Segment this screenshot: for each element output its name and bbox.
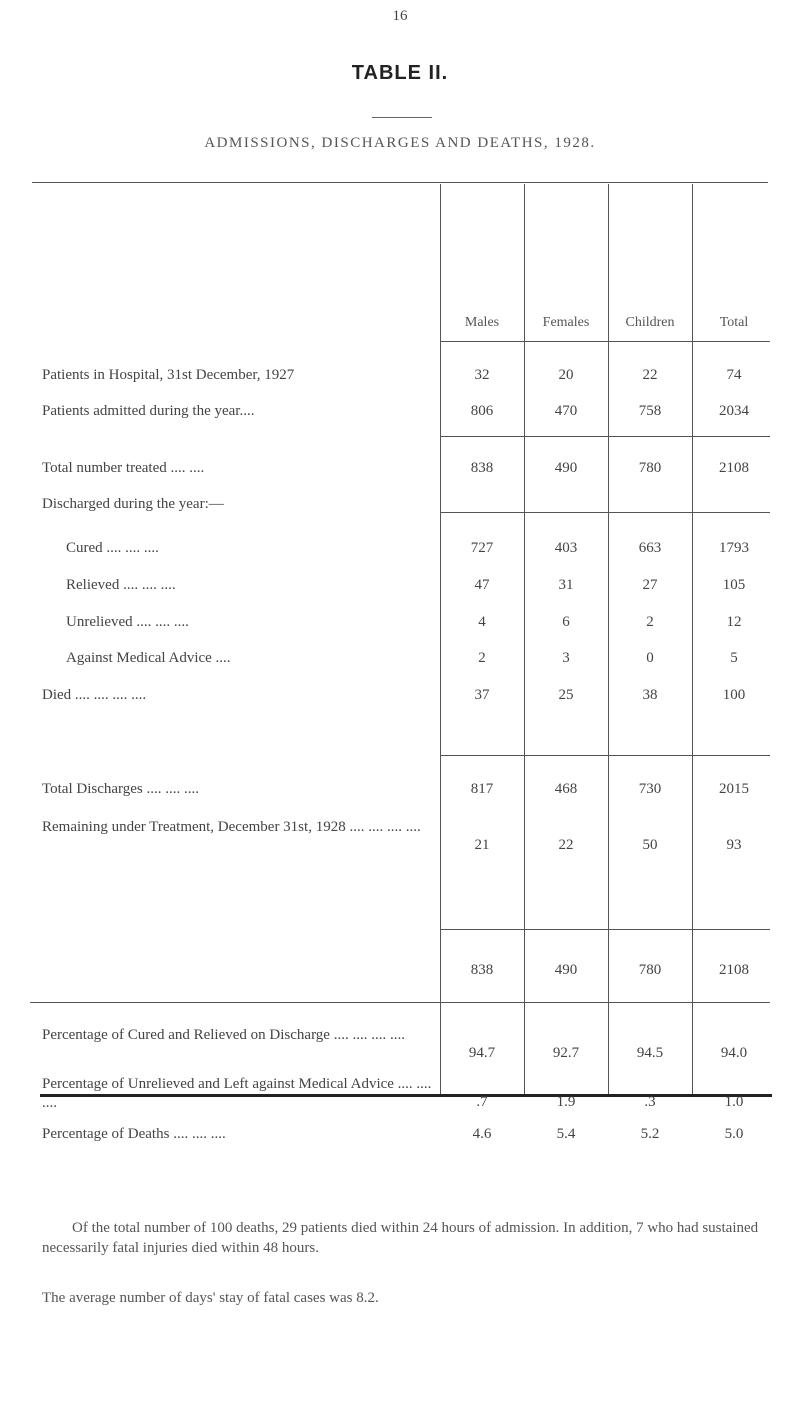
- cell-total: 2108: [719, 460, 749, 476]
- cell-males: 838: [470, 962, 494, 978]
- cell-females: 25: [558, 687, 574, 703]
- row-label: Total number treated .... ....: [42, 460, 205, 476]
- cell-children: 663: [638, 540, 662, 556]
- cell-children: 758: [638, 403, 662, 419]
- row-label: Died .... .... .... ....: [42, 687, 147, 703]
- header-children: Children: [625, 315, 675, 330]
- cell-females: 470: [554, 403, 578, 419]
- cell-females: 468: [554, 781, 578, 797]
- cell-males: 37: [474, 687, 490, 703]
- cell-males: 2: [478, 650, 486, 666]
- footnote-deaths: Of the total number of 100 deaths, 29 patients died within 24 hours of admission. In addition, 7 who had sustained necessarily fatal injuries died within 48 hours.: [42, 1220, 759, 1256]
- cell-total: 93: [726, 837, 742, 853]
- row-label: Total Discharges .... .... ....: [42, 781, 199, 797]
- cell-children: 730: [638, 781, 662, 797]
- cell-males: 47: [474, 577, 490, 593]
- cell-total: 5.0: [724, 1126, 744, 1142]
- header-females: Females: [542, 315, 590, 330]
- row-label: Relieved .... .... ....: [66, 577, 176, 593]
- cell-females: 22: [558, 837, 574, 853]
- subtotal-rule: [440, 512, 770, 513]
- row-label: Against Medical Advice ....: [66, 650, 231, 666]
- cell-males: 32: [474, 367, 490, 383]
- row-label: Percentage of Deaths .... .... ....: [42, 1126, 226, 1142]
- cell-total: 74: [726, 367, 742, 383]
- cell-males: 817: [470, 781, 494, 797]
- header-males: Males: [464, 315, 500, 330]
- cell-males: 94.7: [468, 1045, 496, 1061]
- cell-females: 403: [554, 540, 578, 556]
- cell-females: 92.7: [552, 1045, 580, 1061]
- cell-females: 1.9: [556, 1094, 576, 1110]
- cell-males: 4.6: [472, 1126, 492, 1142]
- cell-total: 12: [726, 614, 742, 630]
- cell-children: 780: [638, 460, 662, 476]
- row-label: Patients in Hospital, 31st December, 1927: [42, 367, 295, 383]
- table-subtitle: ADMISSIONS, DISCHARGES AND DEATHS, 1928.: [204, 135, 596, 151]
- header-rule: [440, 341, 770, 342]
- cell-total: 100: [722, 687, 746, 703]
- cell-females: 490: [554, 962, 578, 978]
- page-number: 16: [392, 8, 408, 24]
- cell-total: 5: [730, 650, 738, 666]
- cell-children: 94.5: [636, 1045, 664, 1061]
- cell-females: 31: [558, 577, 574, 593]
- cell-males: .7: [476, 1094, 488, 1110]
- row-label: Percentage of Cured and Relieved on Discharge .... .... .... ....: [42, 1027, 405, 1043]
- cell-children: 50: [642, 837, 658, 853]
- subtotal-rule: [440, 929, 770, 930]
- row-label: Cured .... .... ....: [66, 540, 159, 556]
- cell-females: 20: [558, 367, 574, 383]
- cell-children: 27: [642, 577, 658, 593]
- cell-males: 4: [478, 614, 486, 630]
- subtotal-rule: [440, 755, 770, 756]
- subtotal-rule: [440, 436, 770, 437]
- cell-total: 1793: [719, 540, 749, 556]
- row-label: Remaining under Treatment, December 31st, 1928 .... .... .... ....: [42, 819, 421, 835]
- row-label: Patients admitted during the year....: [42, 403, 255, 419]
- cell-total: 94.0: [720, 1045, 748, 1061]
- cell-total: 2034: [719, 403, 749, 419]
- cell-females: 5.4: [556, 1126, 576, 1142]
- cell-females: 6: [562, 614, 570, 630]
- cell-children: 0: [646, 650, 654, 666]
- cell-children: 38: [642, 687, 658, 703]
- cell-females: 490: [554, 460, 578, 476]
- cell-total: 2108: [719, 962, 749, 978]
- cell-females: 3: [562, 650, 570, 666]
- cell-children: .3: [644, 1094, 656, 1110]
- cell-children: 2: [646, 614, 654, 630]
- cell-males: 806: [470, 403, 494, 419]
- cell-children: 22: [642, 367, 658, 383]
- cell-total: 105: [722, 577, 746, 593]
- cell-children: 5.2: [640, 1126, 660, 1142]
- cell-males: 838: [470, 460, 494, 476]
- footnote-average-stay: The average number of days' stay of fatal cases was 8.2.: [42, 1290, 379, 1306]
- table-title: TABLE II.: [351, 62, 449, 84]
- row-label: Percentage of Unrelieved and Left against Medical Advice .... .... ....: [42, 1076, 432, 1111]
- cell-children: 780: [638, 962, 662, 978]
- cell-total: 2015: [719, 781, 749, 797]
- header-total: Total: [719, 315, 749, 330]
- row-label: Unrelieved .... .... ....: [66, 614, 189, 630]
- row-label: Discharged during the year:—: [42, 496, 224, 512]
- title-divider: [372, 117, 432, 118]
- cell-males: 727: [470, 540, 494, 556]
- table-top-rule: [32, 182, 768, 183]
- cell-total: 1.0: [724, 1094, 744, 1110]
- cell-males: 21: [474, 837, 490, 853]
- section-rule: [30, 1002, 770, 1003]
